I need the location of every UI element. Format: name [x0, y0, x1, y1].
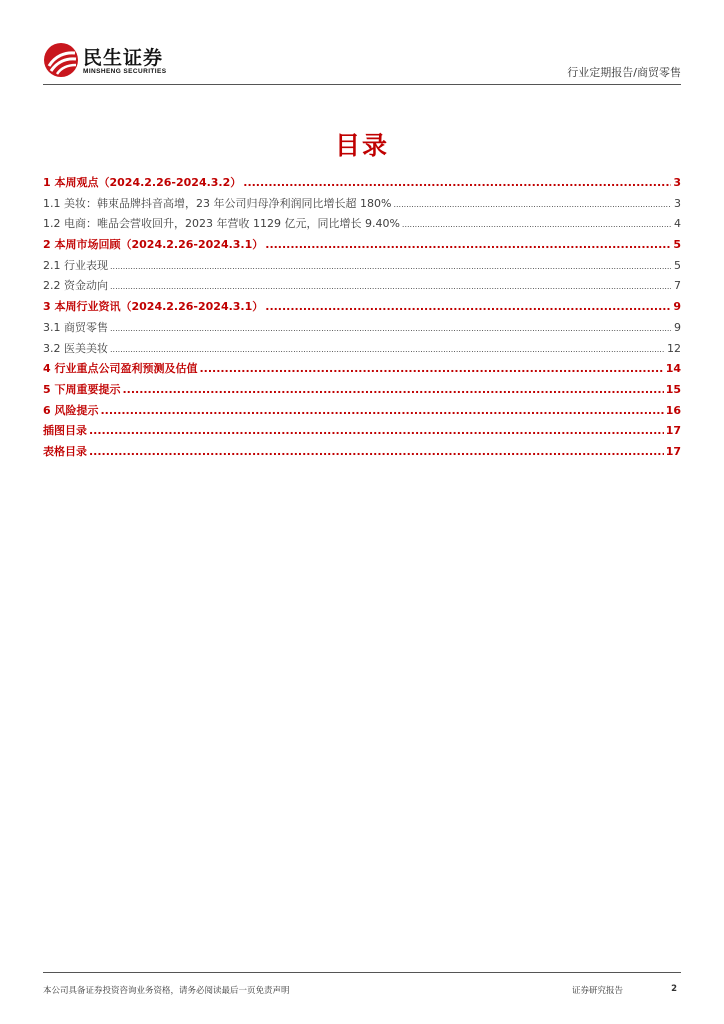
- toc-entry-page: 17: [665, 444, 681, 458]
- table-of-contents: [43, 174, 681, 464]
- toc-entry-page: 4: [674, 217, 681, 231]
- toc-entry[interactable]: [43, 381, 681, 402]
- toc-entry-page: 14: [665, 362, 681, 376]
- toc-dot-leader: [199, 362, 663, 375]
- toc-entry[interactable]: [43, 298, 681, 319]
- toc-entry-label: 1.1 美妆：韩束品牌抖音高增，23 年公司归母净利润同比增长超 180%: [43, 196, 392, 210]
- toc-dot-leader: [89, 445, 664, 458]
- page-header: [43, 38, 681, 85]
- toc-dot-leader: [89, 424, 664, 437]
- page-footer: [43, 972, 681, 1003]
- toc-dot-leader: [402, 220, 671, 229]
- toc-entry[interactable]: [43, 360, 681, 381]
- toc-entry-label: 2.2 资金动向: [43, 279, 108, 293]
- toc-entry-page: 17: [665, 424, 681, 438]
- minsheng-logo: [43, 40, 183, 80]
- toc-entry[interactable]: [43, 174, 681, 195]
- toc-entry-page: 3: [673, 176, 681, 189]
- toc-entry-page: 5: [674, 258, 681, 272]
- toc-entry-page: 5: [673, 238, 681, 252]
- toc-entry[interactable]: [43, 195, 681, 216]
- toc-entry-page: 3: [674, 196, 681, 210]
- toc-dot-leader: [393, 200, 671, 209]
- toc-entry-label: 插图目录: [43, 424, 87, 438]
- toc-entry-page: 15: [665, 382, 681, 396]
- toc-entry-label: 3 本周行业资讯（2024.2.26-2024.3.1）: [43, 300, 264, 314]
- toc-entry-label: 5 下周重要提示: [43, 382, 121, 396]
- toc-entry-label: 1.2 电商：唯品会营收回升，2023 年营收 1129 亿元，同比增长 9.40%: [43, 217, 400, 231]
- minsheng-logo-icon: [43, 42, 79, 78]
- report-type: 行业定期报告/商贸零售: [567, 66, 681, 79]
- toc-entry-label: 3.2 医美美妆: [43, 341, 108, 355]
- toc-entry-label: 表格目录: [43, 444, 87, 458]
- toc-entry-page: 7: [674, 279, 681, 293]
- toc-entry[interactable]: [43, 319, 681, 340]
- toc-entry-label: 1 本周观点（2024.2.26-2024.3.2）: [43, 176, 242, 189]
- toc-entry-page: 9: [674, 320, 681, 334]
- footer-doc-type: 证券研究报告: [571, 986, 623, 996]
- toc-entry-page: 16: [665, 403, 681, 417]
- toc-entry[interactable]: [43, 340, 681, 361]
- toc-dot-leader: [110, 324, 671, 333]
- toc-dot-leader: [100, 404, 663, 417]
- toc-dot-leader: [122, 383, 663, 396]
- toc-entry[interactable]: [43, 443, 681, 464]
- toc-entry-label: 6 风险提示: [43, 403, 99, 417]
- toc-dot-leader: [243, 176, 671, 189]
- toc-entry[interactable]: [43, 215, 681, 236]
- toc-entry-label: 2 本周市场回顾（2024.2.26-2024.3.1）: [43, 238, 264, 252]
- toc-dot-leader: [265, 238, 671, 251]
- page-number: 2: [671, 984, 677, 994]
- toc-dot-leader: [265, 300, 671, 313]
- toc-entry-label: 2.1 行业表现: [43, 258, 108, 272]
- toc-dot-leader: [110, 262, 671, 271]
- toc-entry-label: 3.1 商贸零售: [43, 320, 108, 334]
- toc-entry[interactable]: [43, 277, 681, 298]
- toc-entry-page: 12: [667, 341, 681, 355]
- toc-entry-page: 9: [673, 300, 681, 314]
- logo-english-name: MINSHENG SECURITIES: [83, 68, 167, 75]
- toc-entry[interactable]: [43, 236, 681, 257]
- toc-title: 目录: [334, 131, 389, 160]
- toc-dot-leader: [110, 282, 671, 291]
- logo-chinese-name: 民生证券: [83, 47, 164, 69]
- toc-entry[interactable]: [43, 402, 681, 423]
- toc-dot-leader: [110, 345, 665, 354]
- footer-disclaimer: 本公司具备证券投资咨询业务资格，请务必阅读最后一页免责声明: [43, 986, 290, 996]
- toc-entry[interactable]: [43, 422, 681, 443]
- toc-entry-label: 4 行业重点公司盈利预测及估值: [43, 362, 198, 376]
- toc-entry[interactable]: [43, 257, 681, 278]
